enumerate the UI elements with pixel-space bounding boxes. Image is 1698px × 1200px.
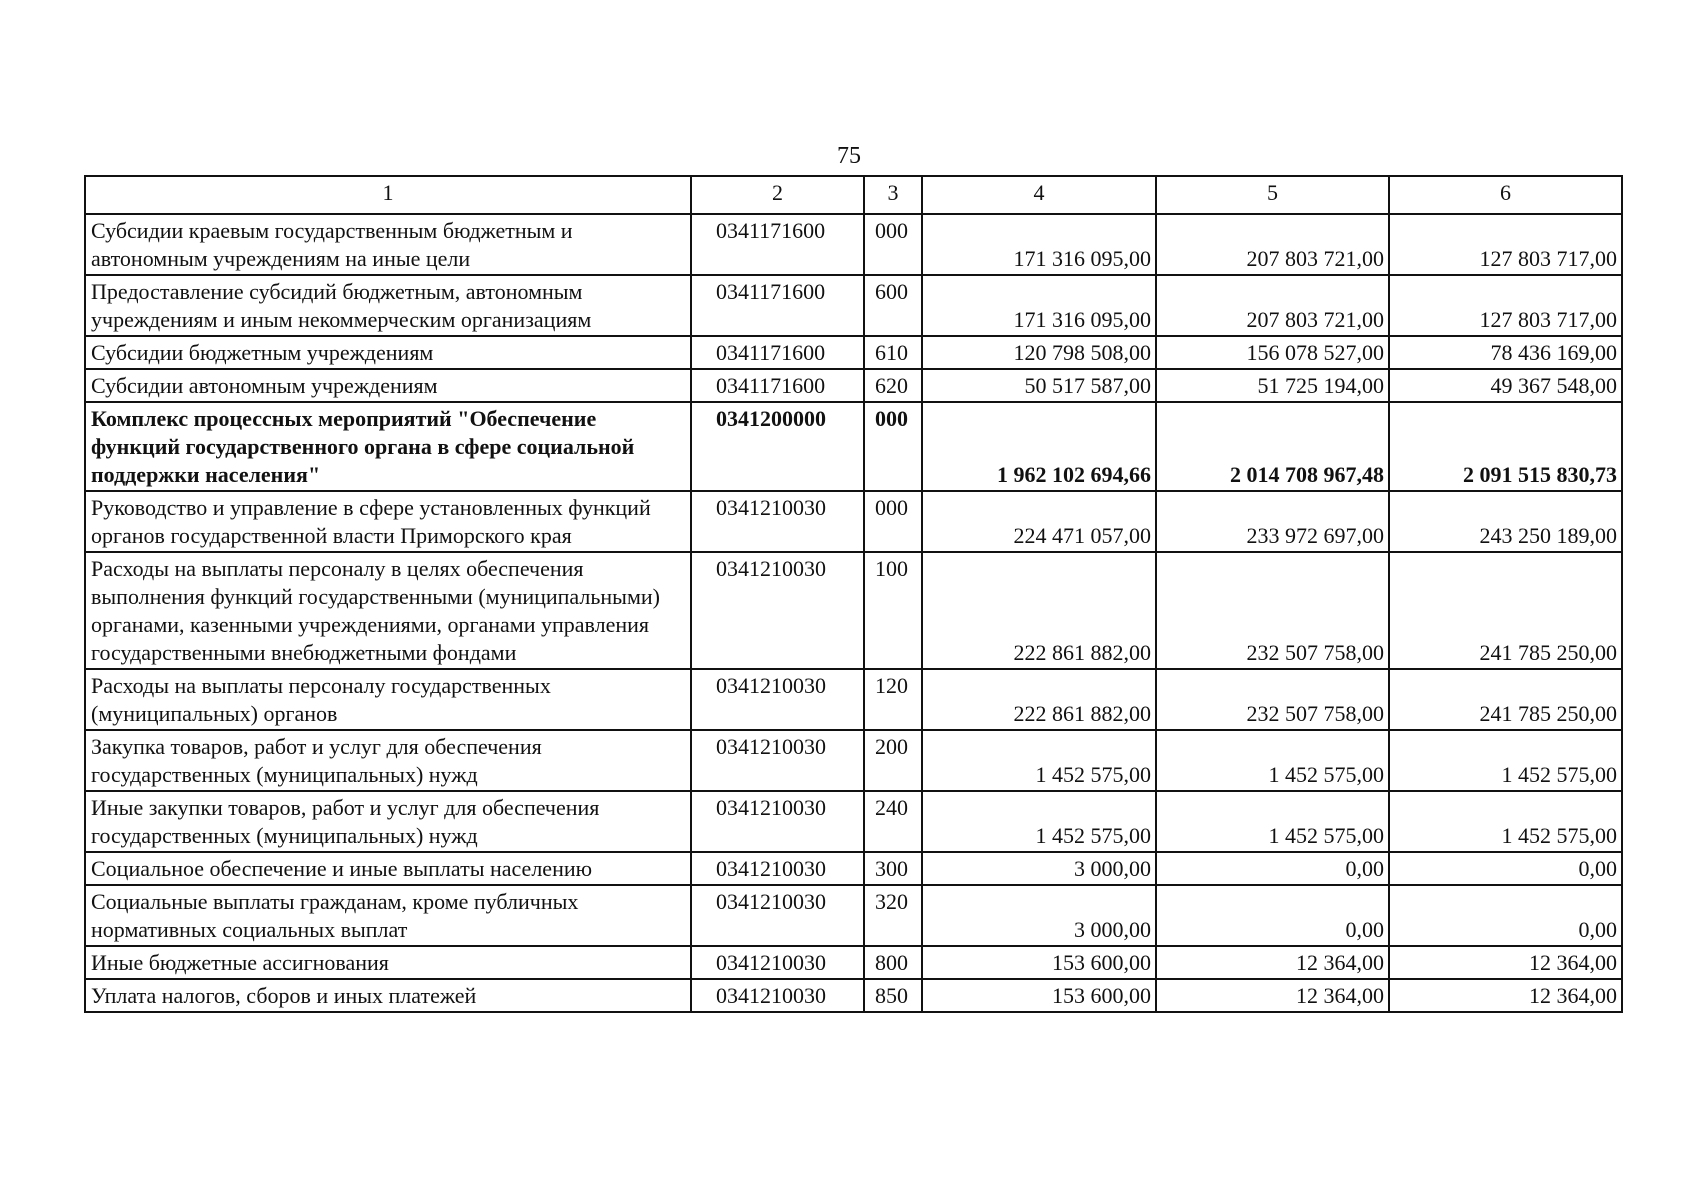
- row-amount-col5-cell: 207 803 721,00: [1156, 214, 1389, 275]
- table-row: [85, 369, 1622, 402]
- column-header: 1: [85, 176, 691, 214]
- column-header: 5: [1156, 176, 1389, 214]
- table-row: [85, 491, 1622, 552]
- table-row: [85, 552, 1622, 669]
- row-name-cell: Иные закупки товаров, работ и услуг для обеспечения государственных (муниципальных) нужд: [85, 791, 691, 852]
- row-name-cell: Предоставление субсидий бюджетным, автономным учреждениям и иным некоммерческим организациям: [85, 275, 691, 336]
- row-name-cell: Расходы на выплаты персоналу государственных (муниципальных) органов: [85, 669, 691, 730]
- column-header: 2: [691, 176, 864, 214]
- row-amount-col5-cell: 207 803 721,00: [1156, 275, 1389, 336]
- row-name-cell: Субсидии краевым государственным бюджетным и автономным учреждениям на иные цели: [85, 214, 691, 275]
- row-amount-col6-cell: 12 364,00: [1389, 946, 1622, 979]
- row-name-cell: Уплата налогов, сборов и иных платежей: [85, 979, 691, 1012]
- row-amount-col5-cell: 12 364,00: [1156, 946, 1389, 979]
- row-code-cell: 0341210030: [691, 946, 864, 979]
- row-amount-col4-cell: 1 452 575,00: [922, 730, 1156, 791]
- table-row: [85, 791, 1622, 852]
- table-row: [85, 852, 1622, 885]
- row-name-cell: Расходы на выплаты персоналу в целях обеспечения выполнения функций государственными (муниципальными) органами, казенными учреждениями, органами управления государственными внебюджетными фондами: [85, 552, 691, 669]
- row-code-cell: 0341210030: [691, 552, 864, 669]
- row-expense-type-cell: 600: [864, 275, 922, 336]
- row-expense-type-cell: 800: [864, 946, 922, 979]
- column-header: 6: [1389, 176, 1622, 214]
- table-row: [85, 946, 1622, 979]
- row-name-cell: Социальные выплаты гражданам, кроме публичных нормативных социальных выплат: [85, 885, 691, 946]
- row-amount-col6-cell: 127 803 717,00: [1389, 214, 1622, 275]
- row-amount-col6-cell: 0,00: [1389, 885, 1622, 946]
- row-name-cell: Иные бюджетные ассигнования: [85, 946, 691, 979]
- row-expense-type-cell: 320: [864, 885, 922, 946]
- row-amount-col4-cell: 153 600,00: [922, 946, 1156, 979]
- row-code-cell: 0341210030: [691, 669, 864, 730]
- row-amount-col5-cell: 233 972 697,00: [1156, 491, 1389, 552]
- row-amount-col4-cell: 1 452 575,00: [922, 791, 1156, 852]
- row-name-cell: Субсидии автономным учреждениям: [85, 369, 691, 402]
- row-amount-col4-cell: 3 000,00: [922, 885, 1156, 946]
- row-expense-type-cell: 240: [864, 791, 922, 852]
- row-expense-type-cell: 000: [864, 491, 922, 552]
- table-row: [85, 885, 1622, 946]
- row-code-cell: 0341210030: [691, 491, 864, 552]
- row-amount-col6-cell: 127 803 717,00: [1389, 275, 1622, 336]
- row-amount-col5-cell: 2 014 708 967,48: [1156, 402, 1389, 491]
- row-amount-col4-cell: 171 316 095,00: [922, 214, 1156, 275]
- table-body: [85, 214, 1622, 1012]
- row-code-cell: 0341171600: [691, 275, 864, 336]
- row-name-cell: Закупка товаров, работ и услуг для обеспечения государственных (муниципальных) нужд: [85, 730, 691, 791]
- row-expense-type-cell: 620: [864, 369, 922, 402]
- row-expense-type-cell: 610: [864, 336, 922, 369]
- row-name-cell: Субсидии бюджетным учреждениям: [85, 336, 691, 369]
- row-expense-type-cell: 300: [864, 852, 922, 885]
- table-row: [85, 979, 1622, 1012]
- column-header: 3: [864, 176, 922, 214]
- row-amount-col6-cell: 78 436 169,00: [1389, 336, 1622, 369]
- row-code-cell: 0341171600: [691, 336, 864, 369]
- row-amount-col6-cell: 0,00: [1389, 852, 1622, 885]
- row-amount-col5-cell: 232 507 758,00: [1156, 669, 1389, 730]
- row-amount-col5-cell: 12 364,00: [1156, 979, 1389, 1012]
- row-name-cell: Комплекс процессных мероприятий "Обеспечение функций государственного органа в сфере социальной поддержки населения": [85, 402, 691, 491]
- table-row: [85, 669, 1622, 730]
- row-amount-col4-cell: 120 798 508,00: [922, 336, 1156, 369]
- row-amount-col4-cell: 50 517 587,00: [922, 369, 1156, 402]
- page-number: 75: [837, 143, 861, 169]
- row-amount-col5-cell: 156 078 527,00: [1156, 336, 1389, 369]
- row-amount-col4-cell: 224 471 057,00: [922, 491, 1156, 552]
- row-amount-col4-cell: 1 962 102 694,66: [922, 402, 1156, 491]
- row-name-cell: Руководство и управление в сфере установленных функций органов государственной власти Приморского края: [85, 491, 691, 552]
- row-expense-type-cell: 000: [864, 214, 922, 275]
- row-amount-col6-cell: 2 091 515 830,73: [1389, 402, 1622, 491]
- row-amount-col4-cell: 153 600,00: [922, 979, 1156, 1012]
- row-expense-type-cell: 000: [864, 402, 922, 491]
- row-expense-type-cell: 850: [864, 979, 922, 1012]
- row-expense-type-cell: 100: [864, 552, 922, 669]
- row-amount-col5-cell: 0,00: [1156, 852, 1389, 885]
- budget-table: [84, 175, 1623, 1013]
- row-amount-col6-cell: 1 452 575,00: [1389, 730, 1622, 791]
- row-amount-col6-cell: 241 785 250,00: [1389, 669, 1622, 730]
- row-expense-type-cell: 200: [864, 730, 922, 791]
- row-amount-col5-cell: 51 725 194,00: [1156, 369, 1389, 402]
- table-row: [85, 730, 1622, 791]
- row-code-cell: 0341171600: [691, 214, 864, 275]
- row-amount-col6-cell: 1 452 575,00: [1389, 791, 1622, 852]
- row-amount-col4-cell: 3 000,00: [922, 852, 1156, 885]
- table-row: [85, 214, 1622, 275]
- row-amount-col4-cell: 171 316 095,00: [922, 275, 1156, 336]
- row-code-cell: 0341171600: [691, 369, 864, 402]
- row-amount-col5-cell: 232 507 758,00: [1156, 552, 1389, 669]
- row-code-cell: 0341210030: [691, 885, 864, 946]
- row-name-cell: Социальное обеспечение и иные выплаты населению: [85, 852, 691, 885]
- row-amount-col5-cell: 1 452 575,00: [1156, 730, 1389, 791]
- row-code-cell: 0341210030: [691, 791, 864, 852]
- row-amount-col5-cell: 1 452 575,00: [1156, 791, 1389, 852]
- row-amount-col6-cell: 12 364,00: [1389, 979, 1622, 1012]
- row-expense-type-cell: 120: [864, 669, 922, 730]
- table-row: [85, 336, 1622, 369]
- table-row: [85, 275, 1622, 336]
- row-code-cell: 0341210030: [691, 730, 864, 791]
- row-code-cell: 0341210030: [691, 852, 864, 885]
- table-row: [85, 402, 1622, 491]
- row-amount-col6-cell: 49 367 548,00: [1389, 369, 1622, 402]
- table-header-row: [85, 176, 1622, 214]
- row-amount-col4-cell: 222 861 882,00: [922, 552, 1156, 669]
- row-amount-col6-cell: 241 785 250,00: [1389, 552, 1622, 669]
- row-amount-col4-cell: 222 861 882,00: [922, 669, 1156, 730]
- row-amount-col6-cell: 243 250 189,00: [1389, 491, 1622, 552]
- row-amount-col5-cell: 0,00: [1156, 885, 1389, 946]
- row-code-cell: 0341200000: [691, 402, 864, 491]
- column-header: 4: [922, 176, 1156, 214]
- row-code-cell: 0341210030: [691, 979, 864, 1012]
